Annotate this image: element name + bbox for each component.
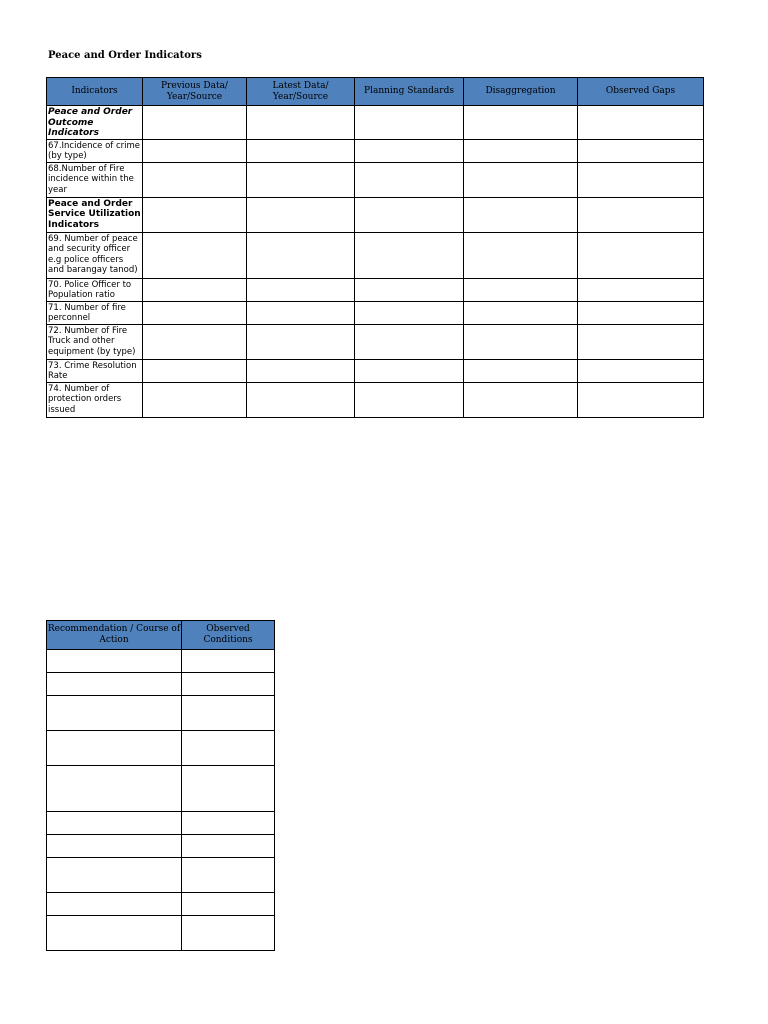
cell-planning-standards[interactable] bbox=[355, 232, 464, 278]
cell-planning-standards[interactable] bbox=[355, 197, 464, 232]
cell-previous-data[interactable] bbox=[143, 197, 247, 232]
row-label-crime-resolution-rate: 73. Crime Resolution Rate bbox=[47, 359, 143, 382]
cell-latest-data[interactable] bbox=[247, 106, 355, 140]
cell-disaggregation[interactable] bbox=[464, 359, 578, 382]
cell-recommendation[interactable] bbox=[47, 650, 182, 673]
cell-disaggregation[interactable] bbox=[464, 162, 578, 197]
cell-disaggregation[interactable] bbox=[464, 232, 578, 278]
header-disaggregation: Disaggregation bbox=[464, 78, 578, 106]
cell-observed-gaps[interactable] bbox=[578, 382, 704, 417]
cell-recommendation[interactable] bbox=[47, 893, 182, 916]
cell-recommendation[interactable] bbox=[47, 916, 182, 951]
cell-observed-conditions[interactable] bbox=[182, 766, 275, 812]
cell-disaggregation[interactable] bbox=[464, 197, 578, 232]
table-row bbox=[47, 324, 704, 359]
cell-observed-gaps[interactable] bbox=[578, 139, 704, 162]
header-recommendation: Recommendation / Course of Action bbox=[47, 621, 182, 650]
cell-observed-gaps[interactable] bbox=[578, 278, 704, 301]
table-row bbox=[47, 858, 275, 893]
table-row bbox=[47, 835, 275, 858]
cell-observed-gaps[interactable] bbox=[578, 197, 704, 232]
cell-previous-data[interactable] bbox=[143, 324, 247, 359]
row-label-fire-incidence: 68.Number of Fire incidence within the year bbox=[47, 162, 143, 197]
cell-previous-data[interactable] bbox=[143, 162, 247, 197]
cell-previous-data[interactable] bbox=[143, 359, 247, 382]
cell-observed-gaps[interactable] bbox=[578, 324, 704, 359]
cell-recommendation[interactable] bbox=[47, 858, 182, 893]
cell-planning-standards[interactable] bbox=[355, 139, 464, 162]
table-row bbox=[47, 382, 704, 417]
table-row bbox=[47, 359, 704, 382]
header-observed-gaps: Observed Gaps bbox=[578, 78, 704, 106]
cell-recommendation[interactable] bbox=[47, 673, 182, 696]
cell-observed-gaps[interactable] bbox=[578, 232, 704, 278]
cell-latest-data[interactable] bbox=[247, 382, 355, 417]
row-label-incidence-of-crime: 67.Incidence of crime (by type) bbox=[47, 139, 143, 162]
cell-disaggregation[interactable] bbox=[464, 106, 578, 140]
cell-observed-gaps[interactable] bbox=[578, 106, 704, 140]
header-latest-data: Latest Data/ Year/Source bbox=[247, 78, 355, 106]
table-row bbox=[47, 232, 704, 278]
row-label-protection-orders: 74. Number of protection orders issued bbox=[47, 382, 143, 417]
cell-previous-data[interactable] bbox=[143, 382, 247, 417]
cell-recommendation[interactable] bbox=[47, 835, 182, 858]
cell-observed-conditions[interactable] bbox=[182, 696, 275, 731]
cell-observed-conditions[interactable] bbox=[182, 812, 275, 835]
row-label-service-utilization-heading: Peace and Order Service Utilization Indicators bbox=[47, 197, 143, 232]
table-row bbox=[47, 673, 275, 696]
cell-previous-data[interactable] bbox=[143, 278, 247, 301]
cell-planning-standards[interactable] bbox=[355, 162, 464, 197]
cell-planning-standards[interactable] bbox=[355, 301, 464, 324]
row-label-police-population-ratio: 70. Police Officer to Population ratio bbox=[47, 278, 143, 301]
row-label-fire-trucks: 72. Number of Fire Truck and other equipment (by type) bbox=[47, 324, 143, 359]
cell-observed-conditions[interactable] bbox=[182, 731, 275, 766]
cell-latest-data[interactable] bbox=[247, 197, 355, 232]
cell-observed-gaps[interactable] bbox=[578, 359, 704, 382]
cell-observed-conditions[interactable] bbox=[182, 650, 275, 673]
row-label-fire-personnel: 71. Number of fire perconnel bbox=[47, 301, 143, 324]
cell-latest-data[interactable] bbox=[247, 232, 355, 278]
cell-latest-data[interactable] bbox=[247, 324, 355, 359]
cell-previous-data[interactable] bbox=[143, 232, 247, 278]
row-label-outcome-heading: Peace and Order Outcome Indicators bbox=[47, 106, 143, 140]
cell-recommendation[interactable] bbox=[47, 766, 182, 812]
table-row bbox=[47, 731, 275, 766]
cell-observed-conditions[interactable] bbox=[182, 673, 275, 696]
cell-planning-standards[interactable] bbox=[355, 359, 464, 382]
table-row bbox=[47, 812, 275, 835]
indicators-header-row bbox=[47, 78, 704, 106]
table-row bbox=[47, 162, 704, 197]
cell-disaggregation[interactable] bbox=[464, 301, 578, 324]
header-previous-data: Previous Data/ Year/Source bbox=[143, 78, 247, 106]
table-row bbox=[47, 650, 275, 673]
table-row bbox=[47, 916, 275, 951]
cell-latest-data[interactable] bbox=[247, 162, 355, 197]
cell-latest-data[interactable] bbox=[247, 359, 355, 382]
cell-planning-standards[interactable] bbox=[355, 382, 464, 417]
header-observed-conditions: Observed Conditions bbox=[182, 621, 275, 650]
cell-planning-standards[interactable] bbox=[355, 278, 464, 301]
table-row bbox=[47, 301, 704, 324]
recommendation-table bbox=[46, 620, 275, 951]
cell-recommendation[interactable] bbox=[47, 696, 182, 731]
table-row bbox=[47, 278, 704, 301]
cell-previous-data[interactable] bbox=[143, 106, 247, 140]
cell-recommendation[interactable] bbox=[47, 731, 182, 766]
cell-observed-conditions[interactable] bbox=[182, 893, 275, 916]
cell-observed-conditions[interactable] bbox=[182, 858, 275, 893]
table-row bbox=[47, 766, 275, 812]
cell-latest-data[interactable] bbox=[247, 139, 355, 162]
table-row bbox=[47, 106, 704, 140]
cell-observed-conditions[interactable] bbox=[182, 835, 275, 858]
cell-disaggregation[interactable] bbox=[464, 139, 578, 162]
cell-disaggregation[interactable] bbox=[464, 278, 578, 301]
cell-planning-standards[interactable] bbox=[355, 324, 464, 359]
page-title: Peace and Order Indicators bbox=[48, 50, 202, 61]
table-row bbox=[47, 197, 704, 232]
recommendation-header-row bbox=[47, 621, 275, 650]
cell-latest-data[interactable] bbox=[247, 278, 355, 301]
cell-disaggregation[interactable] bbox=[464, 382, 578, 417]
cell-previous-data[interactable] bbox=[143, 139, 247, 162]
cell-planning-standards[interactable] bbox=[355, 106, 464, 140]
header-planning-standards: Planning Standards bbox=[355, 78, 464, 106]
cell-observed-gaps[interactable] bbox=[578, 162, 704, 197]
cell-disaggregation[interactable] bbox=[464, 324, 578, 359]
table-row bbox=[47, 696, 275, 731]
cell-latest-data[interactable] bbox=[247, 301, 355, 324]
cell-previous-data[interactable] bbox=[143, 301, 247, 324]
header-indicators: Indicators bbox=[47, 78, 143, 106]
table-row bbox=[47, 893, 275, 916]
cell-observed-conditions[interactable] bbox=[182, 916, 275, 951]
indicators-table bbox=[46, 77, 704, 418]
table-row bbox=[47, 139, 704, 162]
row-label-peace-security-officers: 69. Number of peace and security officer e.g police officers and barangay tanod) bbox=[47, 232, 143, 278]
cell-observed-gaps[interactable] bbox=[578, 301, 704, 324]
cell-recommendation[interactable] bbox=[47, 812, 182, 835]
